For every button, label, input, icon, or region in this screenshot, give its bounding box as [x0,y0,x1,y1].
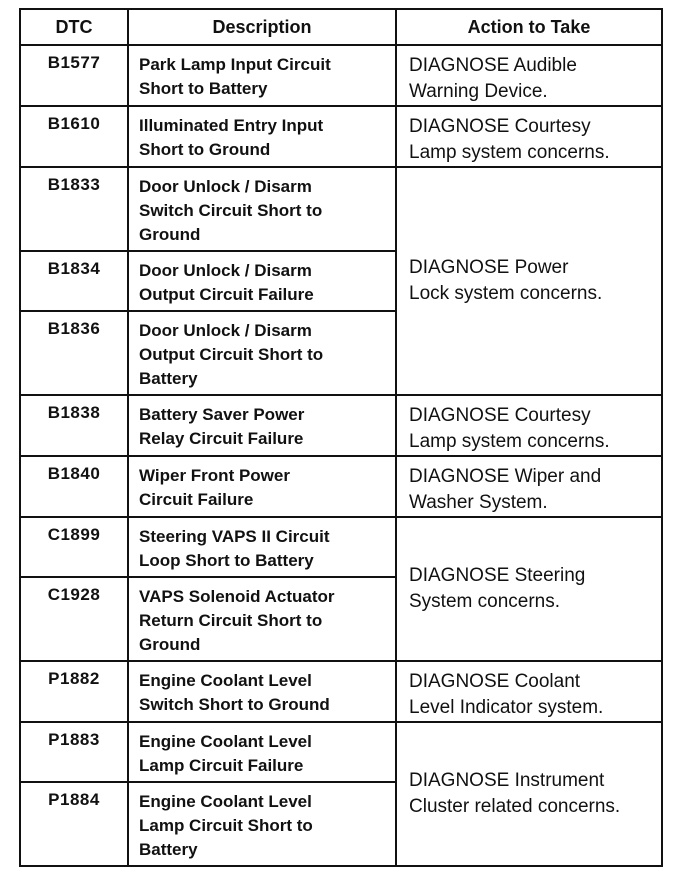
table-row [20,106,662,167]
dtc-description: Wiper Front Power Circuit Failure [128,456,396,517]
action-cell: DIAGNOSE Wiper and Washer System. [396,456,662,517]
dtc-code: P1884 [20,782,128,866]
dtc-description: Engine Coolant Level Switch Short to Ground [128,661,396,722]
dtc-description: Engine Coolant Level Lamp Circuit Failure [128,722,396,782]
dtc-description: Park Lamp Input Circuit Short to Battery [128,45,396,106]
dtc-code: B1838 [20,395,128,456]
action-cell: DIAGNOSE Courtesy Lamp system concerns. [396,395,662,456]
table-row [20,661,662,722]
action-cell: DIAGNOSE Audible Warning Device. [396,45,662,106]
dtc-code: B1840 [20,456,128,517]
header-description: Description [128,9,396,45]
dtc-description: Door Unlock / Disarm Output Circuit Failure [128,251,396,311]
header-dtc: DTC [20,9,128,45]
table-row [20,517,662,577]
dtc-description: Battery Saver Power Relay Circuit Failure [128,395,396,456]
dtc-code: P1883 [20,722,128,782]
dtc-code: B1833 [20,167,128,251]
action-cell: DIAGNOSE Power Lock system concerns. [396,167,662,395]
table-row [20,722,662,782]
dtc-description: Illuminated Entry Input Short to Ground [128,106,396,167]
header-action: Action to Take [396,9,662,45]
dtc-code: C1899 [20,517,128,577]
header-row [20,9,662,45]
action-cell: DIAGNOSE Courtesy Lamp system concerns. [396,106,662,167]
dtc-description: Steering VAPS II Circuit Loop Short to Battery [128,517,396,577]
dtc-description: Door Unlock / Disarm Output Circuit Short to Battery [128,311,396,395]
action-cell: DIAGNOSE Instrument Cluster related concerns. [396,722,662,866]
dtc-code: P1882 [20,661,128,722]
dtc-description: Door Unlock / Disarm Switch Circuit Short to Ground [128,167,396,251]
action-cell: DIAGNOSE Steering System concerns. [396,517,662,661]
dtc-code: B1834 [20,251,128,311]
dtc-description: VAPS Solenoid Actuator Return Circuit Short to Ground [128,577,396,661]
dtc-description: Engine Coolant Level Lamp Circuit Short to Battery [128,782,396,866]
table-row [20,45,662,106]
dtc-code: B1836 [20,311,128,395]
table-row [20,167,662,251]
dtc-code: C1928 [20,577,128,661]
dtc-code: B1610 [20,106,128,167]
table-row [20,456,662,517]
table-row [20,395,662,456]
action-cell: DIAGNOSE Coolant Level Indicator system. [396,661,662,722]
dtc-table [19,8,663,867]
dtc-code: B1577 [20,45,128,106]
